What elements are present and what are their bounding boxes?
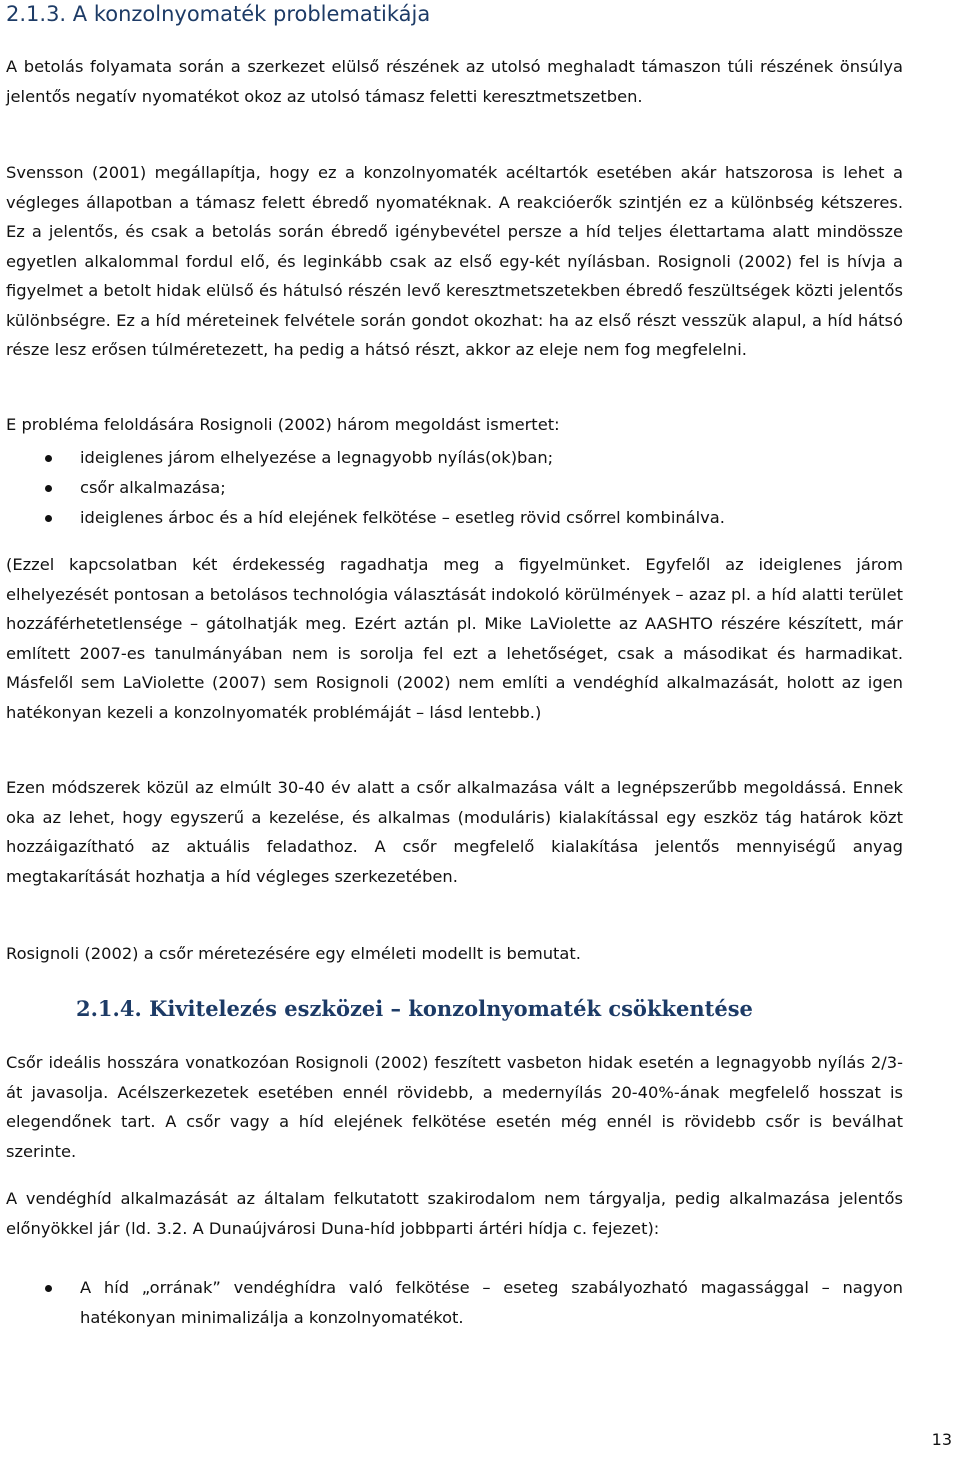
bullet-icon (45, 455, 52, 462)
list-item: ideiglenes árboc és a híd elejének felkötése – esetleg rövid csőrrel kombinálva. (0, 503, 903, 533)
bullet-icon (45, 485, 52, 492)
section-heading-2-1-4: 2.1.4. Kivitelezés eszközei – konzolnyomaték csökkentése (76, 996, 753, 1021)
solutions-list (0, 443, 903, 533)
paragraph-popular-method: Ezen módszerek közül az elmúlt 30-40 év alatt a csőr alkalmazása vált a legnépszerűbb megoldássá. Ennek oka az lehet, hogy egyszerű a kezelése, és alkalmas (moduláris) kialakítással egy eszköz tág határok közt hozzáigazítható az aktuális feladathoz. A csőr megfelelő kialakítása jelentős mennyiségű anyag megtakarítását hozhatja a híd végleges szerkezetében. (6, 778, 903, 886)
paragraph-guest-bridge: A vendéghíd alkalmazását az általam felkutatott szakirodalom nem tárgyalja, pedig alkalmazása jelentős előnyökkel jár (ld. 3.2. A Dunaújvárosi Duna-híd jobbparti ártéri hídja c. fejezet): (6, 1189, 903, 1238)
paragraph-solutions-intro: E probléma feloldására Rosignoli (2002) három megoldást ismertet: (6, 415, 560, 434)
bullet-icon (45, 1285, 52, 1292)
list-item: csőr alkalmazása; (0, 473, 903, 503)
list-item: A híd „orrának” vendéghídra való felkötése – eseteg szabályozható magassággal – nagyon hatékonyan minimalizálja a konzolnyomatékot. (0, 1273, 903, 1333)
paragraph-theoretical-model: Rosignoli (2002) a csőr méretezésére egy elméleti modellt is bemutat. (6, 944, 581, 963)
section-heading-2-1-3: 2.1.3. A konzolnyomaték problematikája (6, 2, 431, 26)
guest-bridge-list (0, 1273, 903, 1333)
paragraph-svensson: Svensson (2001) megállapítja, hogy ez a konzolnyomaték acéltartók esetében akár hatszorosa is lehet a végleges állapotban a támasz felett ébredő nyomatéknak. A reakcióerők szintjén ez a különbség kétszeres. Ez a jelentős, és csak a betolás során ébredő igénybevétel persze a híd teljes élettartama alatt mindössze egyetlen alkalommal fordul elő, és leginkább csak az első egy-két nyílásban. Rosignoli (2002) fel is hívja a figyelmet a betolt hidak elülső és hátulsó részén levő keresztmetszetekben ébredő feszültségek közti jelentős különbségre. Ez a híd méreteinek felvétele során gondot okozhat: ha az első részt vesszük alapul, a híd hátsó része lesz erősen túlméretezett, ha pedig a hátsó részt, akkor az eleje nem fog megfelelni. (6, 163, 903, 359)
page-number: 13 (931, 1430, 952, 1449)
bullet-icon (45, 515, 52, 522)
paragraph-interesting-notes: (Ezzel kapcsolatban két érdekesség ragadhatja meg a figyelmünket. Egyfelől az ideiglenes járom elhelyezését pontosan a betolásos technológia választását indokoló körülmények – azaz pl. a híd alatti terület hozzáférhetetlensége – gátolhatják meg. Ezért aztán pl. Mike LaViolette az AASHTO részére készített, már említett 2007-es tanulmányában nem is sorolja fel ezt a lehetőséget, csak a másodikat és harmadikat. Másfelől sem LaViolette (2007) sem Rosignoli (2002) nem említi a vendéghíd alkalmazását, holott az igen hatékonyan kezeli a konzolnyomaték problémáját – lásd lentebb.) (6, 555, 903, 722)
paragraph-intro: A betolás folyamata során a szerkezet elülső részének az utolsó meghaladt támaszon túli részének önsúlya jelentős negatív nyomatékot okoz az utolsó támasz feletti keresztmetszetben. (6, 57, 903, 106)
list-item: ideiglenes járom elhelyezése a legnagyobb nyílás(ok)ban; (0, 443, 903, 473)
paragraph-beak-length: Csőr ideális hosszára vonatkozóan Rosignoli (2002) feszített vasbeton hidak esetén a legnagyobb nyílás 2/3-át javasolja. Acélszerkezetek esetében ennél rövidebb, a medernyílás 20-40%-ának megfelelő hosszat is elegendőnek tart. A csőr vagy a híd elejének felkötése esetén még ennél is rövidebb csőr is beválhat szerinte. (6, 1053, 903, 1161)
